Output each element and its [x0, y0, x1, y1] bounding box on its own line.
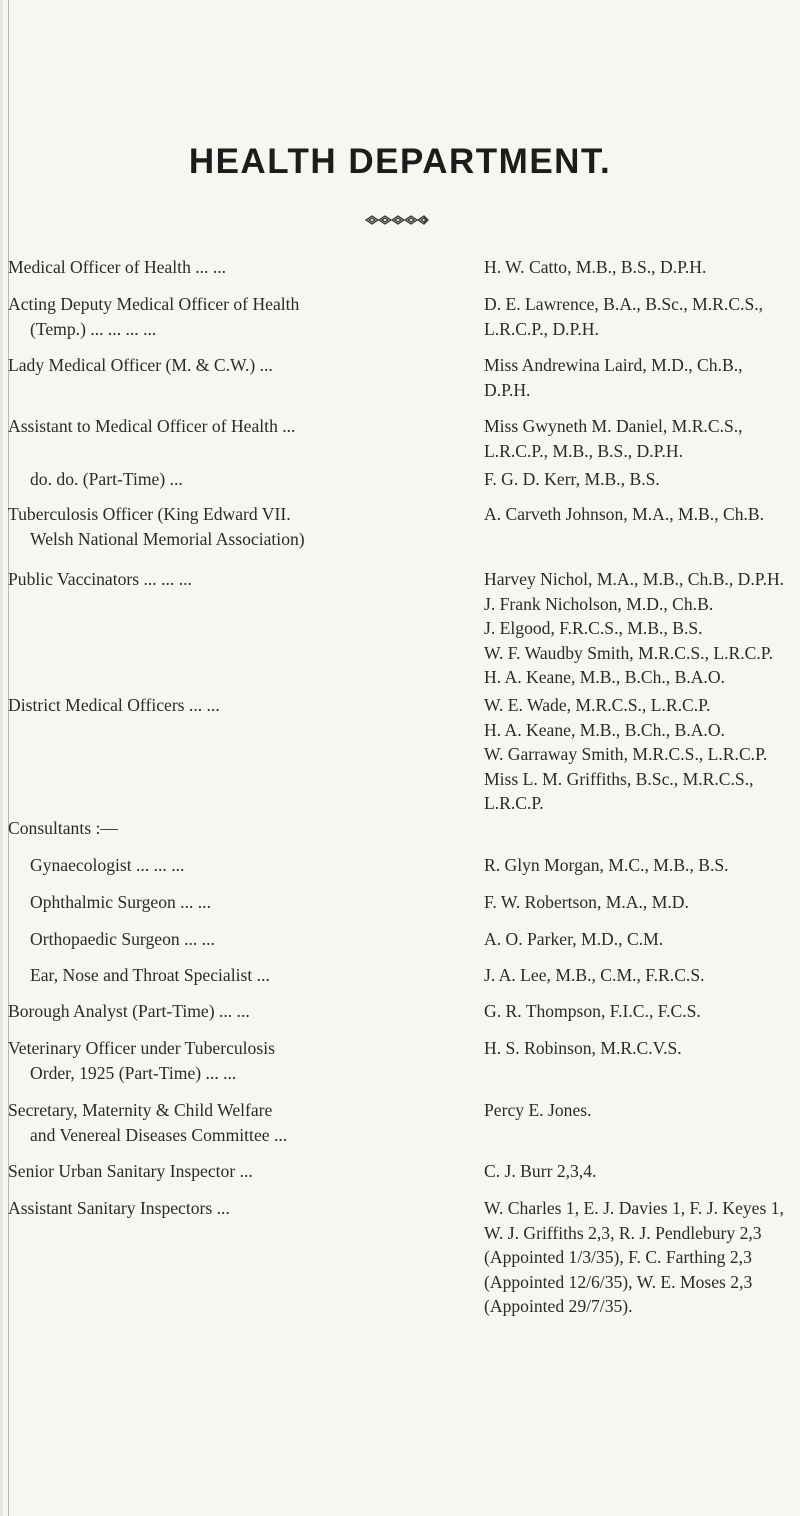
officer-name: Percy E. Jones.: [484, 1100, 592, 1120]
role-label: Acting Deputy Medical Officer of Health (Temp.) ... ... ... ...: [8, 294, 300, 339]
decorative-ornament: [364, 214, 430, 226]
officer-name: Miss Andrewina Laird, M.D., Ch.B., D.P.H.: [484, 355, 743, 400]
officer-name: Harvey Nichol, M.A., M.B., Ch.B., D.P.H. J. Frank Nicholson, M.D., Ch.B. J. Elgood, F.R.C.S., M.B., B.S. W. F. Waudby Smith, M.R.C.S., L.R.C.P. H. A. Keane, M.B., B.Ch., B.A.O.: [484, 569, 785, 687]
officer-name: A. Carveth Johnson, M.A., M.B., Ch.B.: [484, 504, 765, 524]
section-heading-consultants: Consultants :—: [8, 818, 118, 838]
role-label: Lady Medical Officer (M. & C.W.) ...: [8, 355, 273, 375]
officer-name: H. W. Catto, M.B., B.S., D.P.H.: [484, 257, 707, 277]
officer-name: W. E. Wade, M.R.C.S., L.R.C.P. H. A. Keane, M.B., B.Ch., B.A.O. W. Garraway Smith, M.R.C.S., L.R.C.P. Miss L. M. Griffiths, B.Sc., M.R.C.S., L.R.C.P.: [484, 695, 768, 813]
officer-name: W. Charles 1, E. J. Davies 1, F. J. Keyes 1, W. J. Griffiths 2,3, R. J. Pendlebury 2,3 (Appointed 1/3/35), F. C. Farthing 2,3 (Appointed 12/6/35), W. E. Moses 2,3 (Appointed 29/7/35).: [484, 1198, 784, 1316]
role-label: Gynaecologist ... ... ...: [30, 855, 185, 875]
role-label: Borough Analyst (Part-Time) ... ...: [8, 1001, 250, 1021]
officer-name: R. Glyn Morgan, M.C., M.B., B.S.: [484, 855, 729, 875]
role-label: Ear, Nose and Throat Specialist ...: [30, 965, 270, 985]
role-label: Senior Urban Sanitary Inspector ...: [8, 1161, 253, 1181]
officer-name: A. O. Parker, M.D., C.M.: [484, 929, 664, 949]
role-label: Medical Officer of Health ... ...: [8, 257, 227, 277]
role-label: Veterinary Officer under Tuberculosis Order, 1925 (Part-Time) ... ...: [8, 1038, 275, 1083]
role-label: Tuberculosis Officer (King Edward VII. Welsh National Memorial Association): [8, 504, 305, 549]
role-label: Orthopaedic Surgeon ... ...: [30, 929, 215, 949]
role-label: Public Vaccinators ... ... ...: [8, 569, 192, 589]
officer-name: G. R. Thompson, F.I.C., F.C.S.: [484, 1001, 701, 1021]
role-label: do. do. (Part-Time) ...: [30, 469, 183, 489]
role-label: Ophthalmic Surgeon ... ...: [30, 892, 211, 912]
page-binding-shadow: [0, 0, 3, 1516]
page-title: HEALTH DEPARTMENT.: [188, 142, 612, 181]
officer-name: F. G. D. Kerr, M.B., B.S.: [484, 469, 660, 489]
role-label: Assistant Sanitary Inspectors ...: [8, 1198, 230, 1218]
officer-name: H. S. Robinson, M.R.C.V.S.: [484, 1038, 682, 1058]
page-binding-edge: [8, 0, 9, 1516]
officer-name: F. W. Robertson, M.A., M.D.: [484, 892, 689, 912]
officer-name: J. A. Lee, M.B., C.M., F.R.C.S.: [484, 965, 705, 985]
officer-name: D. E. Lawrence, B.A., B.Sc., M.R.C.S., L.R.C.P., D.P.H.: [484, 294, 764, 339]
role-label: Assistant to Medical Officer of Health ...: [8, 416, 296, 436]
officer-name: C. J. Burr 2,3,4.: [484, 1161, 597, 1181]
role-label: District Medical Officers ... ...: [8, 695, 220, 715]
officer-name: Miss Gwyneth M. Daniel, M.R.C.S., L.R.C.P., M.B., B.S., D.P.H.: [484, 416, 743, 461]
role-label: Secretary, Maternity & Child Welfare and Venereal Diseases Committee ...: [8, 1100, 288, 1145]
